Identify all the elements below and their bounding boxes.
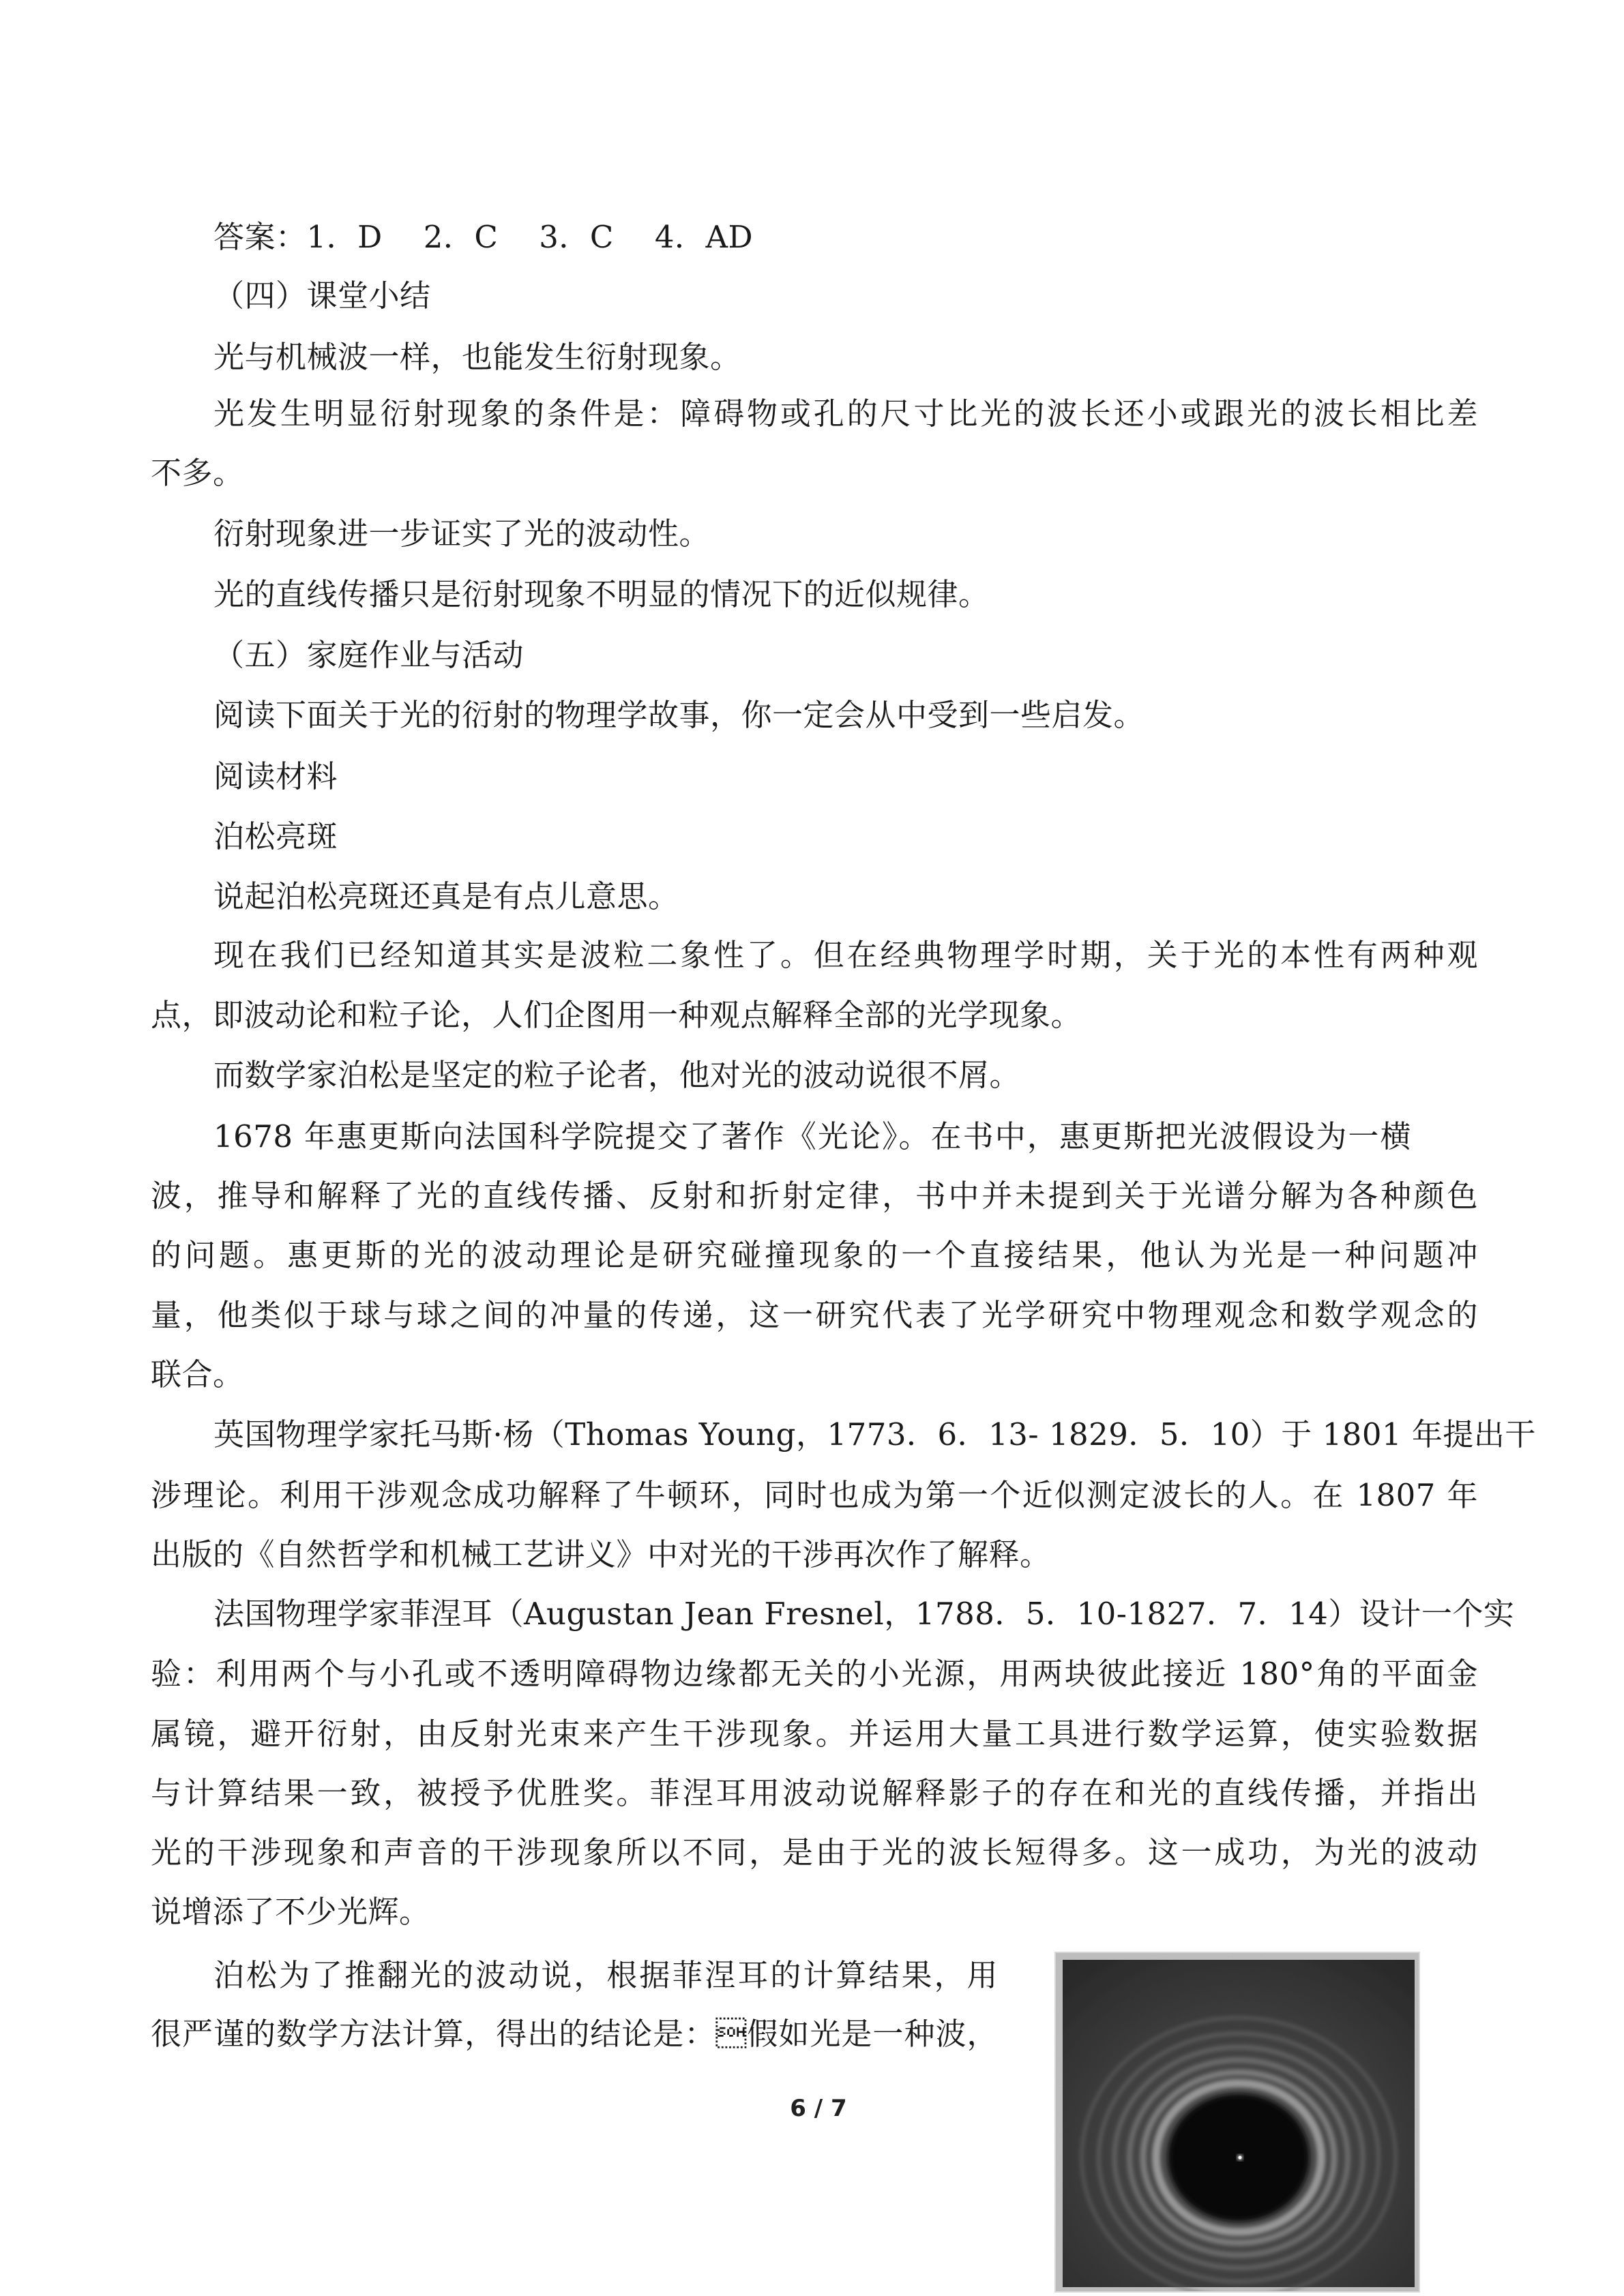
story-paragraph: 点，即波动论和粒子论，人们企图用一种观点解释全部的光学现象。 [151,997,1082,1033]
story-paragraph: 涉理论。利用干涉观念成功解释了牛顿环，同时也成为第一个近似测定波长的人。在 1807 年 [151,1477,1478,1513]
page-number: 6 / 7 [790,2095,847,2122]
answer-item: 2．C [423,219,499,255]
story-paragraph: 光的干涉现象和声音的干涉现象所以不同，是由于光的波长短得多。这一成功，为光的波动 [151,1834,1478,1870]
story-paragraph: 属镜，避开衍射，由反射光束来产生干涉现象。并运用大量工具进行数学运算，使实验数据 [151,1716,1478,1752]
summary-paragraph: 衍射现象进一步证实了光的波动性。 [213,516,711,552]
story-paragraph: 出版的《自然哲学和机械工艺讲义》中对光的干涉再次作了解释。 [151,1536,1051,1572]
story-paragraph: 说增添了不少光辉。 [151,1894,430,1930]
section-heading-summary: （四）课堂小结 [213,278,431,314]
poisson-spot-diffraction-pattern [1056,1953,1420,2293]
story-paragraph: 英国物理学家托马斯·杨（Thomas Young，1773．6．13- 1829．5．10）于 1801 年提出干 [213,1416,1536,1452]
answers-label: 答案： [213,219,307,255]
answers-line [213,219,754,255]
story-paragraph: 联合。 [151,1356,244,1392]
story-paragraph: 说起泊松亮斑还真是有点儿意思。 [213,878,679,914]
summary-paragraph: 光发生明显衍射现象的条件是：障碍物或孔的尺寸比光的波长还小或跟光的波长相比差 [213,396,1478,432]
story-paragraph: 而数学家泊松是坚定的粒子论者，他对光的波动说很不屑。 [213,1057,1021,1093]
story-paragraph: 1678 年惠更斯向法国科学院提交了著作《光论》。在书中，惠更斯把光波假设为一横 [213,1118,1411,1154]
poisson-spot-image [1054,1952,1420,2293]
answer-item: 3．C [539,219,614,255]
reading-material-label: 阅读材料 [213,758,338,794]
homework-intro: 阅读下面关于光的衍射的物理学故事，你一定会从中受到一些启发。 [213,697,1145,733]
summary-paragraph: 光与机械波一样，也能发生衍射现象。 [213,339,741,375]
answer-item: 1．D [306,219,383,255]
summary-paragraph: 光的直线传播只是衍射现象不明显的情况下的近似规律。 [213,576,990,612]
story-paragraph: 的问题。惠更斯的光的波动理论是研究碰撞现象的一个直接结果，他认为光是一种问题冲 [151,1237,1478,1273]
story-paragraph: 法国物理学家菲涅耳（Augustan Jean Fresnel，1788．5．10-1827．7．14）设计一个实 [213,1596,1515,1632]
summary-paragraph: 不多。 [151,455,244,491]
story-paragraph: 量，他类似于球与球之间的冲量的传递，这一研究代表了光学研究中物理观念和数学观念的 [151,1297,1478,1333]
story-paragraph: 很严谨的数学方法计算，得出的结论是：假如光是一种波， [151,2016,998,2052]
story-paragraph: 泊松为了推翻光的波动说，根据菲涅耳的计算结果，用 [213,1957,998,1993]
story-paragraph: 现在我们已经知道其实是波粒二象性了。但在经典物理学时期，关于光的本性有两种观 [213,937,1478,973]
section-heading-homework: （五）家庭作业与活动 [213,637,525,673]
story-paragraph: 波，推导和解释了光的直线传播、反射和折射定律，书中并未提到关于光谱分解为各种颜色 [151,1178,1478,1214]
story-paragraph: 验：利用两个与小孔或不透明障碍物边缘都无关的小光源，用两块彼此接近 180°角的平面金 [151,1656,1478,1692]
story-title: 泊松亮斑 [213,818,338,854]
story-paragraph: 与计算结果一致，被授予优胜奖。菲涅耳用波动说解释影子的存在和光的直线传播，并指出 [151,1775,1478,1811]
answer-item: 4．AD [654,219,754,255]
